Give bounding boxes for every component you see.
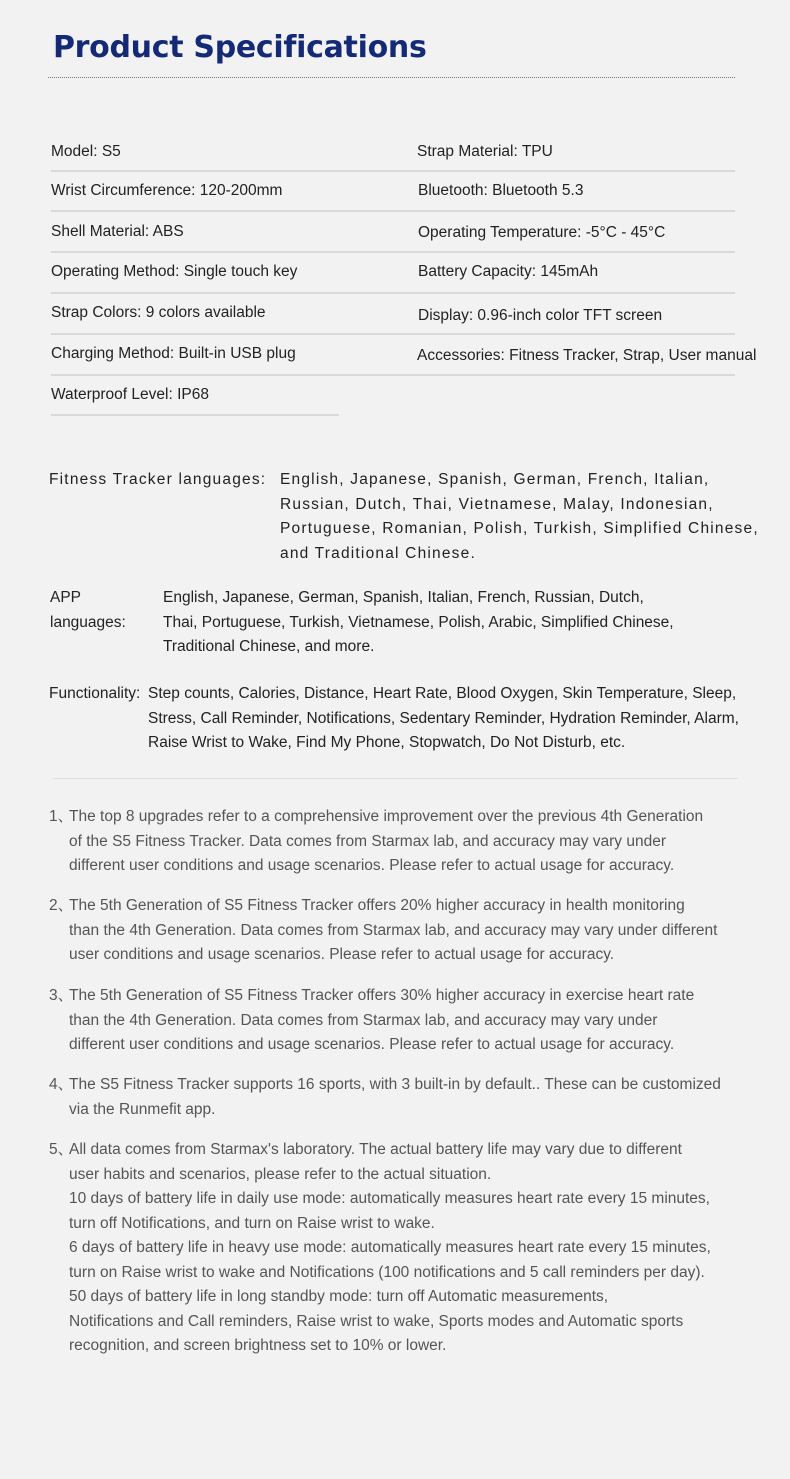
footnote-line: different user conditions and usage scenarios. Please refer to actual usage for accuracy. — [69, 1036, 675, 1053]
spec-strap-colors: Strap Colors: 9 colors available — [51, 304, 266, 321]
footnote-text — [69, 1073, 759, 1122]
spec-display: Display: 0.96-inch color TFT screen — [418, 307, 663, 324]
spec-row-rule — [51, 170, 735, 172]
footnote-line: user habits and scenarios, please refer to the actual situation. — [69, 1165, 492, 1183]
footnote-line: different user conditions and usage scenarios. Please refer to actual usage for accuracy. — [69, 857, 675, 874]
app-languages-line: Thai, Portuguese, Turkish, Vietnamese, Polish, Arabic, Simplified Chinese, — [163, 613, 674, 631]
app-languages-line: English, Japanese, German, Spanish, Italian, French, Russian, Dutch, — [163, 589, 644, 606]
footnote-number: 4、 — [49, 1076, 74, 1093]
spec-row-rule — [51, 292, 735, 294]
spec-row-rule — [51, 333, 735, 335]
tracker-languages-line: Russian, Dutch, Thai, Vietnamese, Malay, Indonesian, — [280, 495, 714, 513]
tracker-languages-list — [280, 468, 779, 566]
footnote-5 — [49, 1138, 759, 1359]
footnote-number: 5、 — [49, 1141, 74, 1158]
footnote-line: The S5 Fitness Tracker supports 16 sports, with 3 built-in by default.. These can be customized — [69, 1076, 721, 1093]
spec-wrist-circumference: Wrist Circumference: 120-200mm — [51, 182, 283, 199]
app-languages-line: Traditional Chinese, and more. — [163, 638, 375, 655]
footnote-line: user conditions and usage scenarios. Please refer to actual usage for accuracy. — [69, 946, 615, 963]
spec-waterproof-level: Waterproof Level: IP68 — [51, 386, 209, 403]
footnote-line: turn off Notifications, and turn on Raise wrist to wake. — [69, 1214, 435, 1232]
spec-charging-method: Charging Method: Built-in USB plug — [51, 345, 296, 362]
tracker-languages — [49, 468, 779, 566]
footnote-text — [69, 894, 759, 968]
footnote-line: 6 days of battery life in heavy use mode: automatically measures heart rate every 15 minutes, — [69, 1239, 711, 1256]
spec-shell-material: Shell Material: ABS — [51, 223, 184, 240]
footnote-text — [69, 805, 759, 879]
footnote-line: than the 4th Generation. Data comes from Starmax lab, and accuracy may vary under — [69, 1011, 658, 1029]
functionality — [49, 682, 779, 756]
tracker-languages-line: English, Japanese, Spanish, German, French, Italian, — [280, 471, 710, 488]
footnote-number: 3、 — [49, 987, 74, 1004]
footnote-line: than the 4th Generation. Data comes from Starmax lab, and accuracy may vary under different — [69, 921, 718, 939]
functionality-line: Step counts, Calories, Distance, Heart Rate, Blood Oxygen, Skin Temperature, Sleep, — [148, 685, 737, 702]
footnote-line: 50 days of battery life in long standby mode: turn off Automatic measurements, — [69, 1288, 609, 1305]
footnote-line: The top 8 upgrades refer to a comprehensive improvement over the previous 4th Generation — [69, 808, 704, 825]
section-divider — [53, 778, 738, 779]
app-languages — [50, 586, 780, 660]
spec-battery-capacity: Battery Capacity: 145mAh — [418, 263, 599, 280]
footnote-number: 2、 — [49, 897, 74, 914]
page-title: Product Specifications — [53, 30, 427, 65]
footnote-number: 1、 — [49, 808, 74, 825]
spec-strap-material: Strap Material: TPU — [417, 143, 553, 160]
functionality-label: Functionality: — [49, 685, 141, 702]
app-languages-list — [163, 586, 780, 660]
spec-operating-method: Operating Method: Single touch key — [51, 263, 298, 280]
spec-row-rule — [51, 210, 735, 212]
spec-row-rule — [51, 251, 735, 253]
spec-bluetooth: Bluetooth: Bluetooth 5.3 — [418, 182, 584, 199]
footnote-line: The 5th Generation of S5 Fitness Tracker offers 20% higher accuracy in health monitoring — [69, 897, 685, 914]
title-underline — [48, 77, 735, 78]
spec-row-rule — [51, 414, 339, 416]
footnote-line: turn on Raise wrist to wake and Notifications (100 notifications and 5 call reminders per day). — [69, 1263, 705, 1281]
tracker-languages-label: Fitness Tracker languages: — [49, 471, 267, 488]
footnote-line: 10 days of battery life in daily use mode: automatically measures heart rate every 15 minutes, — [69, 1190, 710, 1207]
spec-operating-temperature: Operating Temperature: -5°C - 45°C — [418, 224, 666, 241]
footnote-3 — [49, 984, 759, 1058]
functionality-line: Stress, Call Reminder, Notifications, Sedentary Reminder, Hydration Reminder, Alarm, — [148, 709, 739, 727]
tracker-languages-line: Portuguese, Romanian, Polish, Turkish, Simplified Chinese, — [280, 520, 759, 537]
functionality-line: Raise Wrist to Wake, Find My Phone, Stopwatch, Do Not Disturb, etc. — [148, 734, 626, 751]
footnote-line: Notifications and Call reminders, Raise wrist to wake, Sports modes and Automatic sports — [69, 1312, 684, 1330]
spec-row-rule — [51, 374, 735, 376]
footnote-text — [69, 1138, 759, 1359]
footnote-1 — [49, 805, 759, 879]
footnote-text — [69, 984, 759, 1058]
footnote-line: All data comes from Starmax's laboratory. The actual battery life may vary due to different — [69, 1141, 682, 1158]
footnote-line: recognition, and screen brightness set to 10% or lower. — [69, 1337, 447, 1354]
footnote-line: The 5th Generation of S5 Fitness Tracker offers 30% higher accuracy in exercise heart rate — [69, 987, 695, 1004]
footnote-line: of the S5 Fitness Tracker. Data comes from Starmax lab, and accuracy may vary under — [69, 832, 666, 850]
footnote-4 — [49, 1073, 759, 1122]
tracker-languages-line: and Traditional Chinese. — [280, 544, 476, 562]
footnote-line: via the Runmefit app. — [69, 1100, 216, 1118]
spec-accessories: Accessories: Fitness Tracker, Strap, User manual — [417, 347, 757, 364]
functionality-list — [148, 682, 779, 756]
footnote-2 — [49, 894, 759, 968]
app-languages-label: APP languages: — [50, 589, 126, 631]
spec-model: Model: S5 — [51, 143, 121, 160]
